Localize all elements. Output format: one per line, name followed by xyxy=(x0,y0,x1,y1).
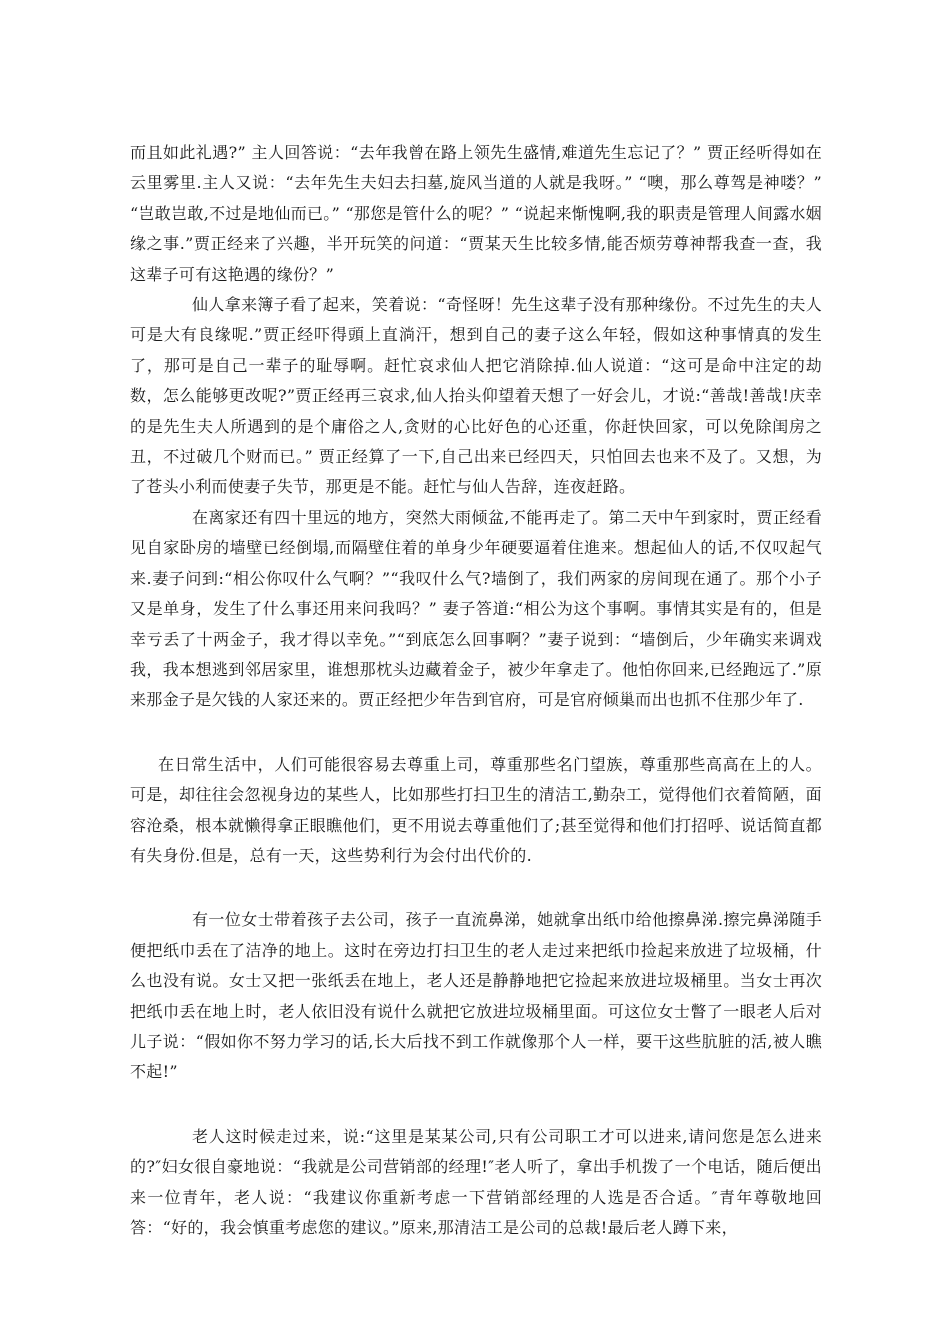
paragraph-5: 有一位女士带着孩子去公司，孩子一直流鼻涕，她就拿出纸巾给他擦鼻涕.擦完鼻涕随手便把纸巾丢在了洁净的地上。这时在旁边打扫卫生的老人走过来把纸巾捡起来放进了垃圾桶，什么也没有说。女士又把一张纸丢在地上，老人还是静静地把它捡起来放进垃圾桶里。当女士再次把纸巾丢在地上时，老人依旧没有说什么就把它放进垃圾桶里面。可这位女士瞥了一眼老人后对儿子说：“假如你不努力学习的话,长大后找不到工作就像那个人一样，要干这些肮脏的活,被人瞧不起!” xyxy=(130,910,822,1082)
paragraph-2: 仙人拿来簿子看了起来，笑着说：“奇怪呀！先生这辈子没有那种缘份。不过先生的夫人可是大有良缘呢.”贾正经吓得頭上直淌汗，想到自己的妻子这么年轻，假如这种事情真的发生了，那可是自己一辈子的耻辱啊。赶忙哀求仙人把它消除掉.仙人说道：“这可是命中注定的劫数，怎么能够更改呢?”贾正经再三哀求,仙人抬头仰望着天想了一好会儿，才说:“善哉!善哉!庆幸的是先生夫人所遇到的是个庸俗之人,贪财的心比好色的心还重，你赶快回家，可以免除闺房之丑，不过破几个财而已。” 贾正经算了一下,自己出来已经四天，只怕回去也来不及了。又想，为了苍头小利而使妻子失节，那更是不能。赶忙与仙人告辞，连夜赶路。 xyxy=(130,295,822,497)
paragraph-3: 在离家还有四十里远的地方，突然大雨倾盆,不能再走了。第二天中午到家时，贾正经看见自家卧房的墙壁已经倒塌,而隔壁住着的单身少年硬要逼着住進来。想起仙人的话,不仅叹起气来.妻子问到:“相公你叹什么气啊？”“我叹什么气?墙倒了，我们两家的房间现在通了。那个小子又是单身，发生了什么事还用来问我吗？” 妻子答道:“相公为这个事啊。事情其实是有的，但是幸亏丢了十两金子，我才得以幸免。”“到底怎么回事啊？”妻子说到：“墙倒后，少年确实来调戏我，我本想逃到邻居家里，谁想那枕头边藏着金子，被少年拿走了。他怕你回来,已经跑远了.”原来那金子是欠钱的人家还来的。贾正经把少年告到官府，可是官府倾巢而出也抓不住那少年了. xyxy=(130,507,822,710)
paragraph-1: 而且如此礼遇?” 主人回答说：“去年我曾在路上领先生盛情,难道先生忘记了？” 贾正经听得如在云里雾里.主人又说：“去年先生夫妇去扫墓,旋风当道的人就是我呀。” “噢，那么尊驾是神喽？” “岂敢岂敢,不过是地仙而已。” “那您是管什么的呢？” “说起来惭愧啊,我的职责是管理人间露水姻缘之事.”贾正经来了兴趣，半开玩笑的问道：“贾某天生比较多情,能否烦劳尊神帮我查一查，我这辈子可有这艳遇的缘份？” xyxy=(130,143,822,284)
document-page xyxy=(130,138,822,1243)
paragraph-4: 在日常生活中，人们可能很容易去尊重上司，尊重那些名门望族，尊重那些高高在上的人。可是，却往往会忽视身边的某些人，比如那些打扫卫生的清洁工,勤杂工，觉得他们衣着简陋，面容沧桑，根本就懒得拿正眼瞧他们，更不用说去尊重他们了;甚至觉得和他们打招呼、说话简直都有失身份.但是，总有一天，这些势利行为会付出代价的. xyxy=(130,754,822,865)
paragraph-6: 老人这时候走过来，说:“这里是某某公司,只有公司职工才可以进来,请问您是怎么进来的?″妇女很自豪地说：“我就是公司营销部的经理!″老人听了，拿出手机拨了一个电话，随后便出来一位青年，老人说：“我建议你重新考虑一下营销部经理的人选是否合适。″青年尊敬地回答：“好的，我会慎重考虑您的建议。”原来,那清洁工是公司的总裁!最后老人蹲下来， xyxy=(130,1126,822,1237)
